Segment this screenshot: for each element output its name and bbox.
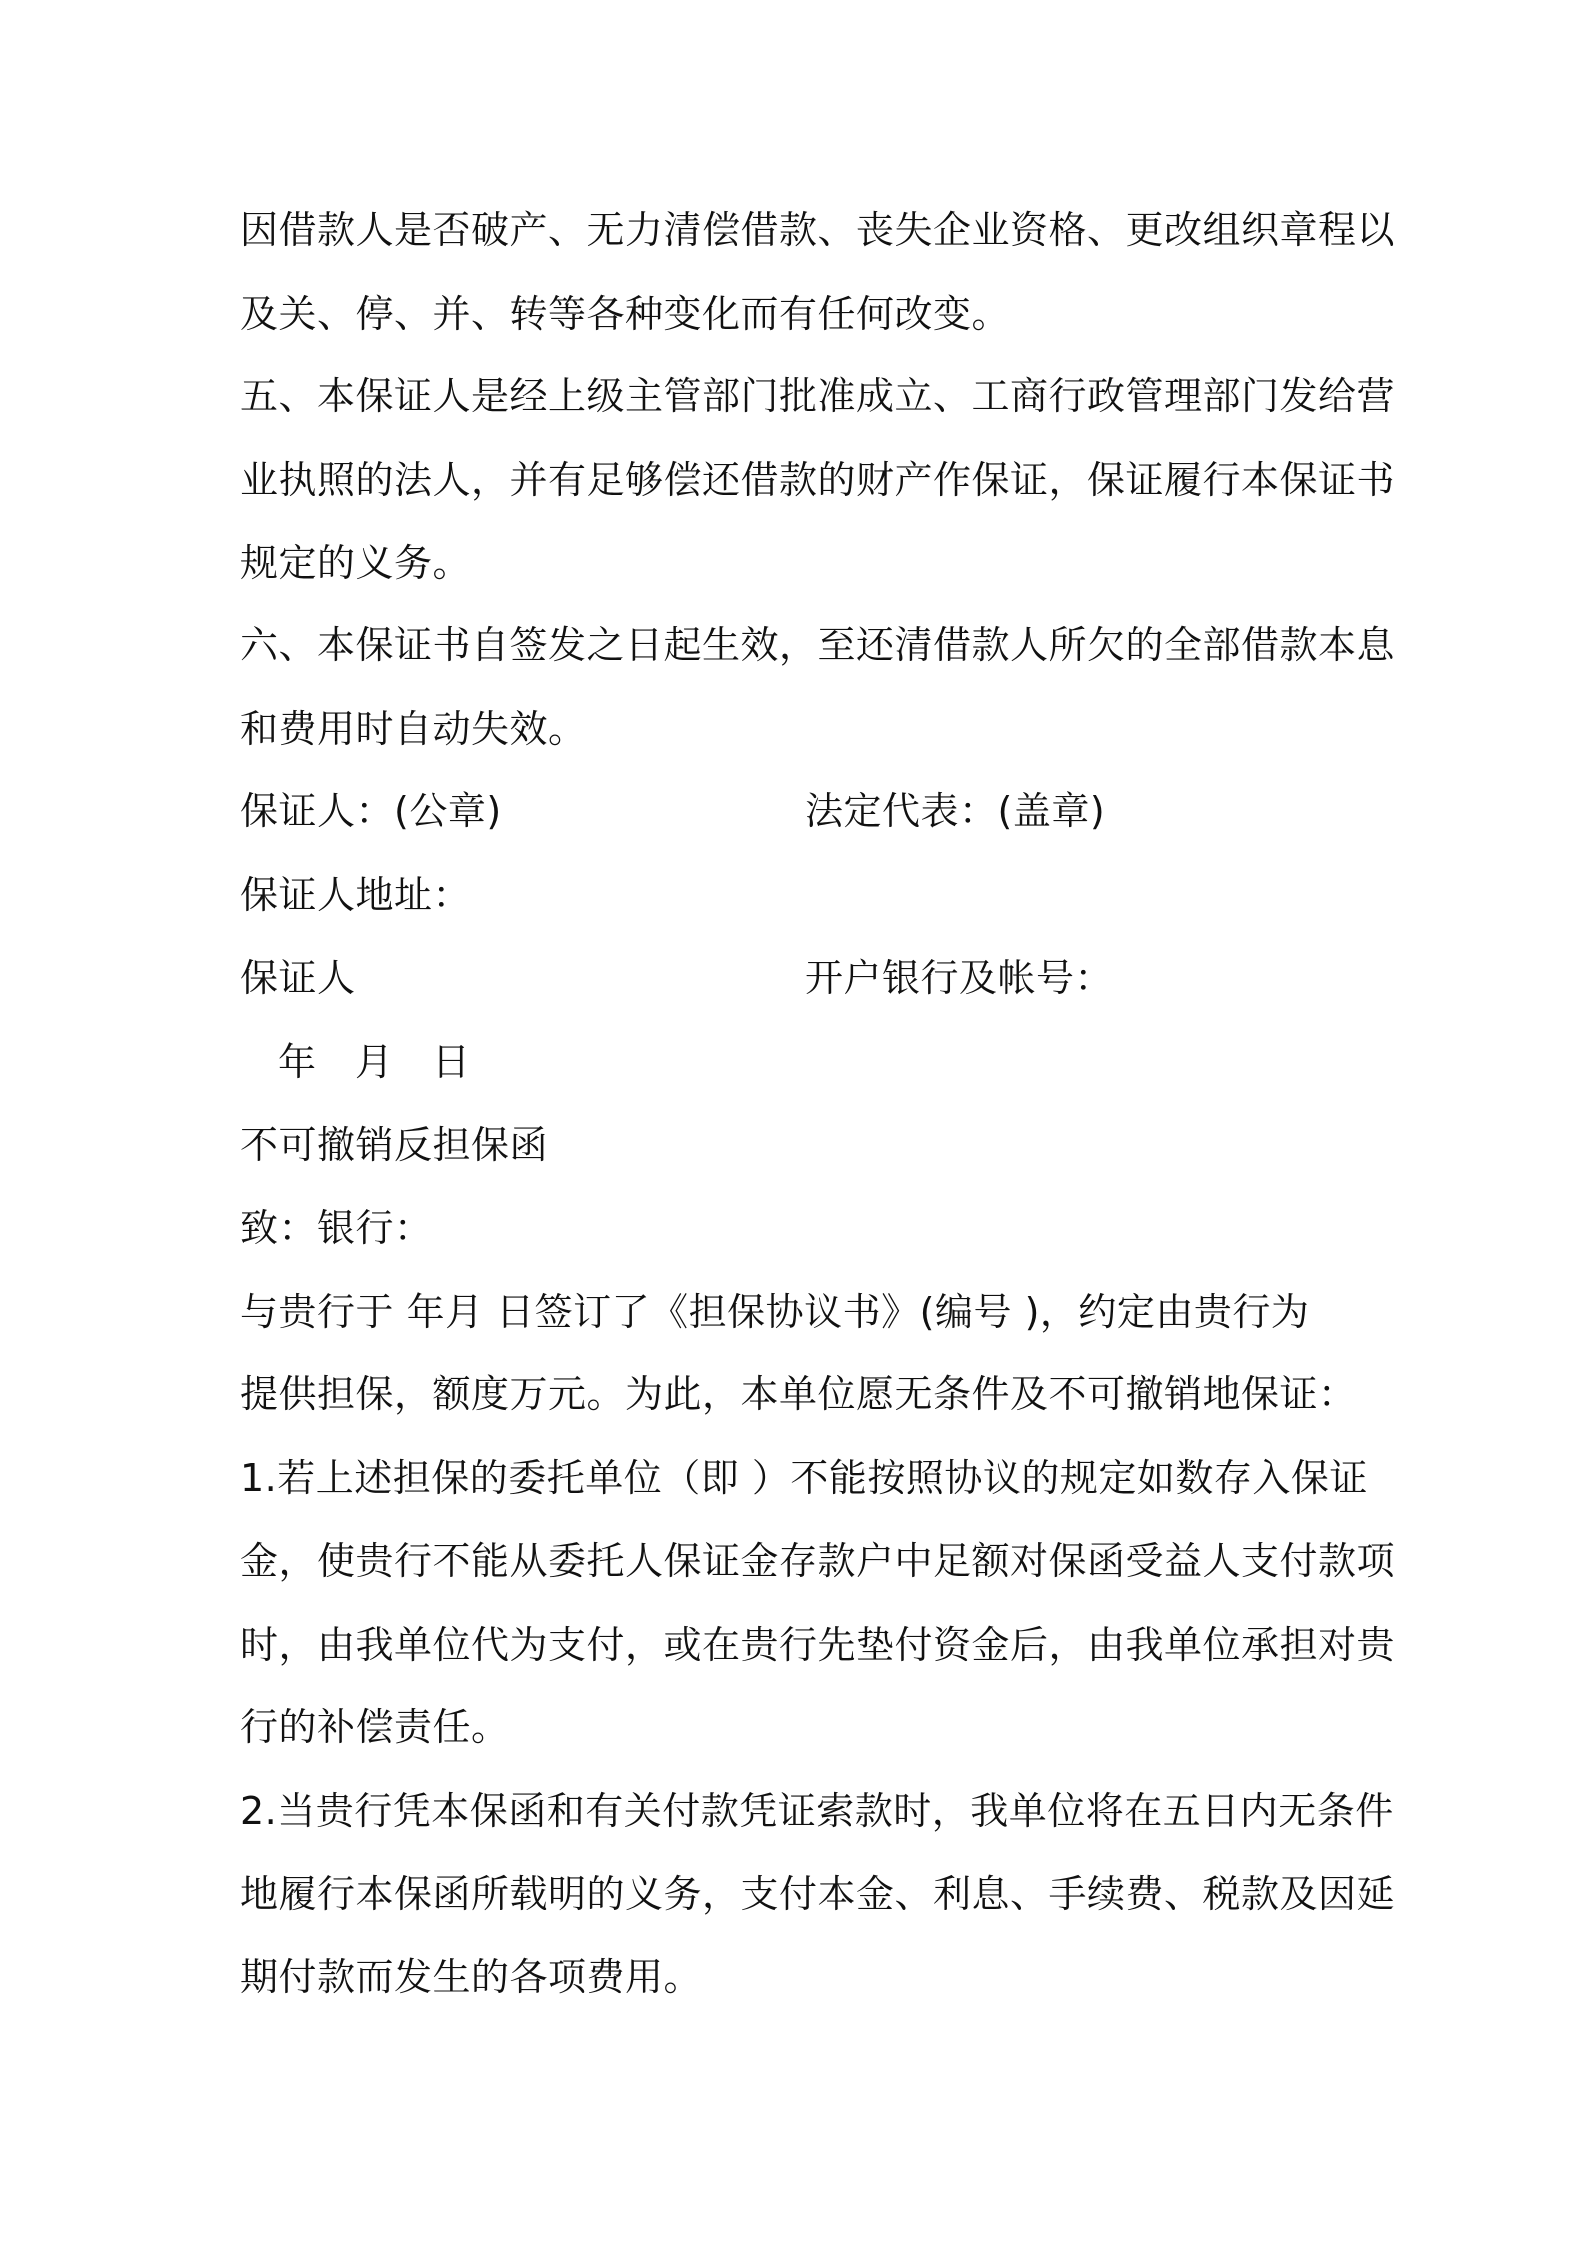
- item-1-line-4: 行的补偿责任。: [240, 1705, 510, 1749]
- guarantor-label: 保证人: [240, 956, 356, 1000]
- intro-line-1: 与贵行于 年月 日签订了《担保协议书》(编号 )，约定由贵行为: [240, 1290, 1310, 1334]
- item-2-line-2: 地履行本保函所载明的义务，支付本金、利息、手续费、税款及因延: [240, 1872, 1396, 1916]
- paragraph-4-line-1: 因借款人是否破产、无力清偿借款、丧失企业资格、更改组织章程以: [240, 208, 1396, 252]
- item-1-line-2: 金，使贵行不能从委托人保证金存款户中足额对保函受益人支付款项: [240, 1539, 1396, 1583]
- clause-5-line-2: 业执照的法人，并有足够偿还借款的财产作保证，保证履行本保证书: [240, 458, 1396, 502]
- paragraph-4-line-2: 及关、停、并、转等各种变化而有任何改变。: [240, 292, 1011, 336]
- intro-line-2: 提供担保，额度万元。为此，本单位愿无条件及不可撤销地保证：: [240, 1372, 1357, 1416]
- clause-6-line-2: 和费用时自动失效。: [240, 707, 587, 751]
- legal-representative-seal-label: 法定代表：(盖章): [805, 789, 1106, 833]
- clause-5-line-3: 规定的义务。: [240, 541, 472, 585]
- clause-6-line-1: 六、本保证书自签发之日起生效，至还清借款人所欠的全部借款本息: [240, 623, 1396, 667]
- guarantor-address-label: 保证人地址：: [240, 873, 472, 917]
- addressee-line: 致：银行：: [240, 1206, 433, 1250]
- clause-5-line-1: 五、本保证人是经上级主管部门批准成立、工商行政管理部门发给营: [240, 374, 1396, 418]
- item-2-line-3: 期付款而发生的各项费用。: [240, 1955, 703, 1999]
- bank-account-label: 开户银行及帐号：: [805, 956, 1114, 1000]
- item-2-line-1: 2.当贵行凭本保函和有关付款凭证索款时，我单位将在五日内无条件: [240, 1789, 1394, 1833]
- guarantor-seal-label: 保证人：(公章): [240, 789, 502, 833]
- item-1-line-1: 1.若上述担保的委托单位（即 ）不能按照协议的规定如数存入保证: [240, 1456, 1368, 1500]
- item-1-line-3: 时，由我单位代为支付，或在贵行先垫付资金后，由我单位承担对贵: [240, 1623, 1396, 1667]
- counter-guarantee-title: 不可撤销反担保函: [240, 1123, 549, 1167]
- date-line: 年 月 日: [278, 1040, 471, 1084]
